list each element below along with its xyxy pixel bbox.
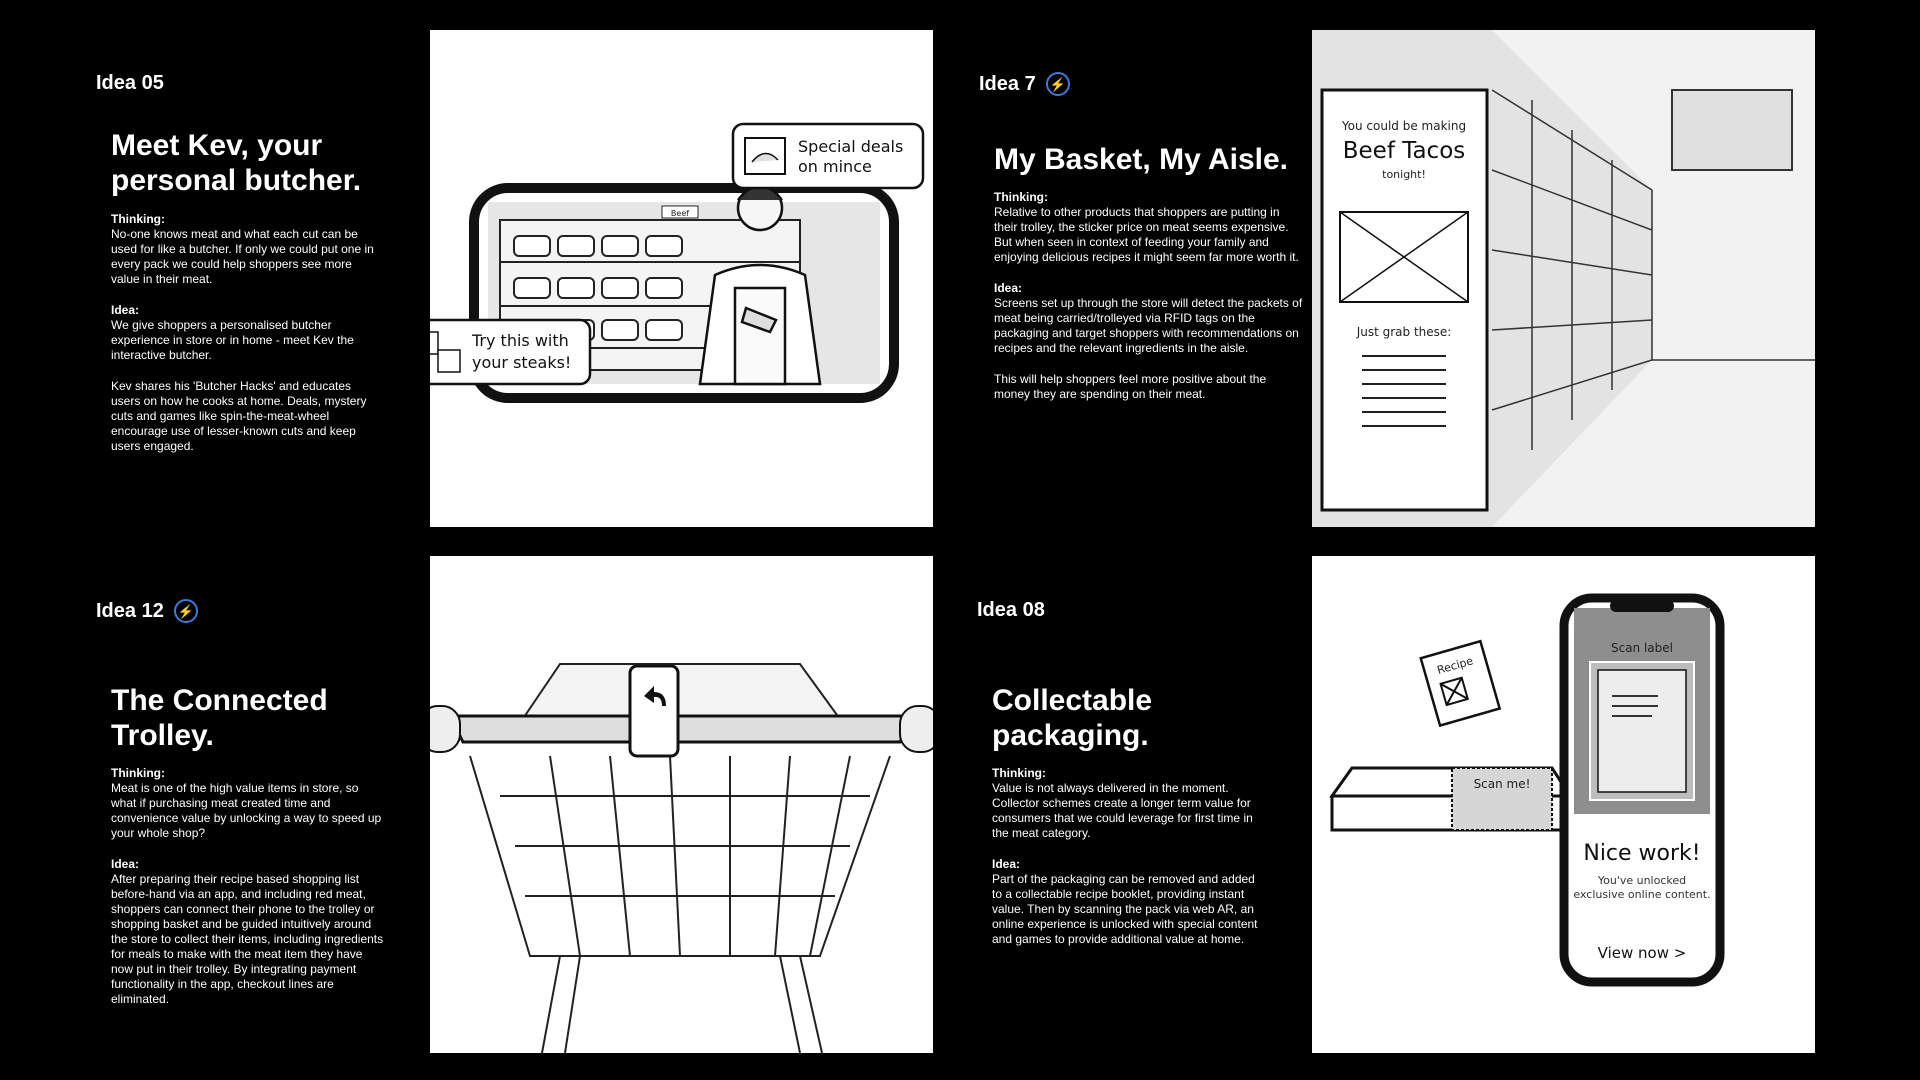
illustration-butcher	[430, 30, 933, 527]
paragraph: Value is not always delivered in the moment. Collector schemes create a longer term value for consumers that we could leverage for first time in the meat category.	[992, 781, 1253, 840]
screen-line: Just grab these:	[1356, 325, 1452, 339]
scan-me-label: Scan me!	[1473, 777, 1531, 791]
scan-label-text: Scan label	[1610, 641, 1674, 655]
lightning-icon: ⚡	[1046, 72, 1070, 96]
card-title	[111, 128, 361, 198]
title-line: packaging.	[992, 719, 1149, 752]
idea-number: Idea 08	[977, 599, 1045, 621]
idea-label	[96, 72, 164, 95]
paragraph: We give shoppers a personalised butcher experience in store or in home - meet Kev the interactive butcher.	[111, 318, 354, 362]
section-heading: Idea:	[994, 281, 1023, 295]
card-body	[992, 766, 1267, 963]
phone-mount	[630, 666, 678, 756]
card-title	[994, 142, 1288, 177]
screen-headline: Beef Tacos	[1342, 138, 1466, 164]
title-line: Meet Kev, your	[111, 129, 323, 162]
section-heading: Thinking:	[111, 766, 165, 780]
idea-number: Idea 05	[96, 72, 164, 94]
idea-number: Idea 12	[96, 599, 164, 622]
idea-label	[96, 599, 198, 623]
card-title	[111, 683, 328, 753]
paragraph: Relative to other products that shoppers are putting in their trolley, the sticker price on meat seems expensive. But when seen in context of feeding your family and enjoying delicious recipes it might seem far more worth it.	[994, 205, 1299, 264]
paragraph: This will help shoppers feel more positive about the money they are spending on their meat.	[994, 372, 1267, 401]
idea-label	[977, 599, 1045, 622]
screen-line: You could be making	[1341, 119, 1467, 133]
paragraph: No-one knows meat and what each cut can be used for like a butcher. If only we could put one in every pack we could help shoppers see more value in their meat.	[111, 227, 374, 286]
view-now-link[interactable]: View now >	[1597, 944, 1687, 962]
title-line: My Basket, My Aisle.	[994, 143, 1289, 176]
try-bubble-line: your steaks!	[472, 353, 572, 372]
illustration-packaging	[1312, 556, 1815, 1053]
card-body	[111, 212, 381, 470]
title-line: Collectable	[992, 684, 1153, 717]
title-line: Trolley.	[111, 719, 214, 752]
recipe-card-label: Recipe	[1435, 654, 1475, 677]
nice-work-heading: Nice work!	[1583, 841, 1701, 866]
shelf-tag: Beef	[670, 209, 690, 218]
unlocked-line: You've unlocked	[1597, 874, 1687, 887]
trolley-illustration	[430, 556, 933, 1053]
title-line: The Connected	[111, 684, 328, 717]
screen-line: tonight!	[1382, 168, 1426, 181]
butcher-illustration	[430, 30, 933, 527]
try-bubble-line: Try this with	[472, 331, 569, 350]
idea-label	[979, 72, 1070, 96]
lightning-icon: ⚡	[174, 599, 198, 623]
paragraph: Meat is one of the high value items in store, so what if purchasing meat created time and convenience value by unlocking a way to speed up your whole shop?	[111, 781, 382, 840]
section-heading: Idea:	[111, 857, 140, 871]
paragraph: After preparing their recipe based shopping list before-hand via an app, and including red meat, shoppers can connect their phone to the trolley or shopping basket and be guided intuitively around the store to collect their items, including ingredients for meals to make with the meat item they have now put in their trolley. By integrating payment functionality in the app, checkout lines are eliminated.	[111, 872, 384, 1006]
deals-bubble-line: Special deals	[798, 137, 904, 156]
illustration-trolley	[430, 556, 933, 1053]
section-heading: Thinking:	[992, 766, 1046, 780]
title-line: personal butcher.	[111, 164, 362, 197]
paragraph: Screens set up through the store will detect the packets of meat being carried/trolleyed via RFID tags on the packaging and target shoppers with recommendations on recipes and the relevant ingredients in the aisle.	[994, 296, 1303, 355]
section-heading: Idea:	[111, 303, 140, 317]
aisle-illustration	[1312, 30, 1815, 527]
deals-bubble-line: on mince	[798, 157, 872, 176]
card-title	[992, 683, 1152, 753]
card-body	[994, 190, 1304, 418]
unlocked-line: exclusive online content.	[1573, 888, 1711, 901]
packaging-illustration	[1312, 556, 1815, 1053]
paragraph: Kev shares his 'Butcher Hacks' and educates users on how he cooks at home. Deals, mystery cuts and games like spin-the-meat-wheel encourage use of lesser-known cuts and keep users engaged.	[111, 379, 367, 453]
section-heading: Thinking:	[994, 190, 1048, 204]
card-body	[111, 766, 386, 1023]
illustration-aisle	[1312, 30, 1815, 527]
section-heading: Idea:	[992, 857, 1021, 871]
idea-number: Idea 7	[979, 72, 1036, 95]
paragraph: Part of the packaging can be removed and added to a collectable recipe booklet, providing instant value. Then by scanning the pack via web AR, an online experience is unlocked with special content and games to provide additional value at home.	[992, 872, 1258, 946]
section-heading: Thinking:	[111, 212, 165, 226]
